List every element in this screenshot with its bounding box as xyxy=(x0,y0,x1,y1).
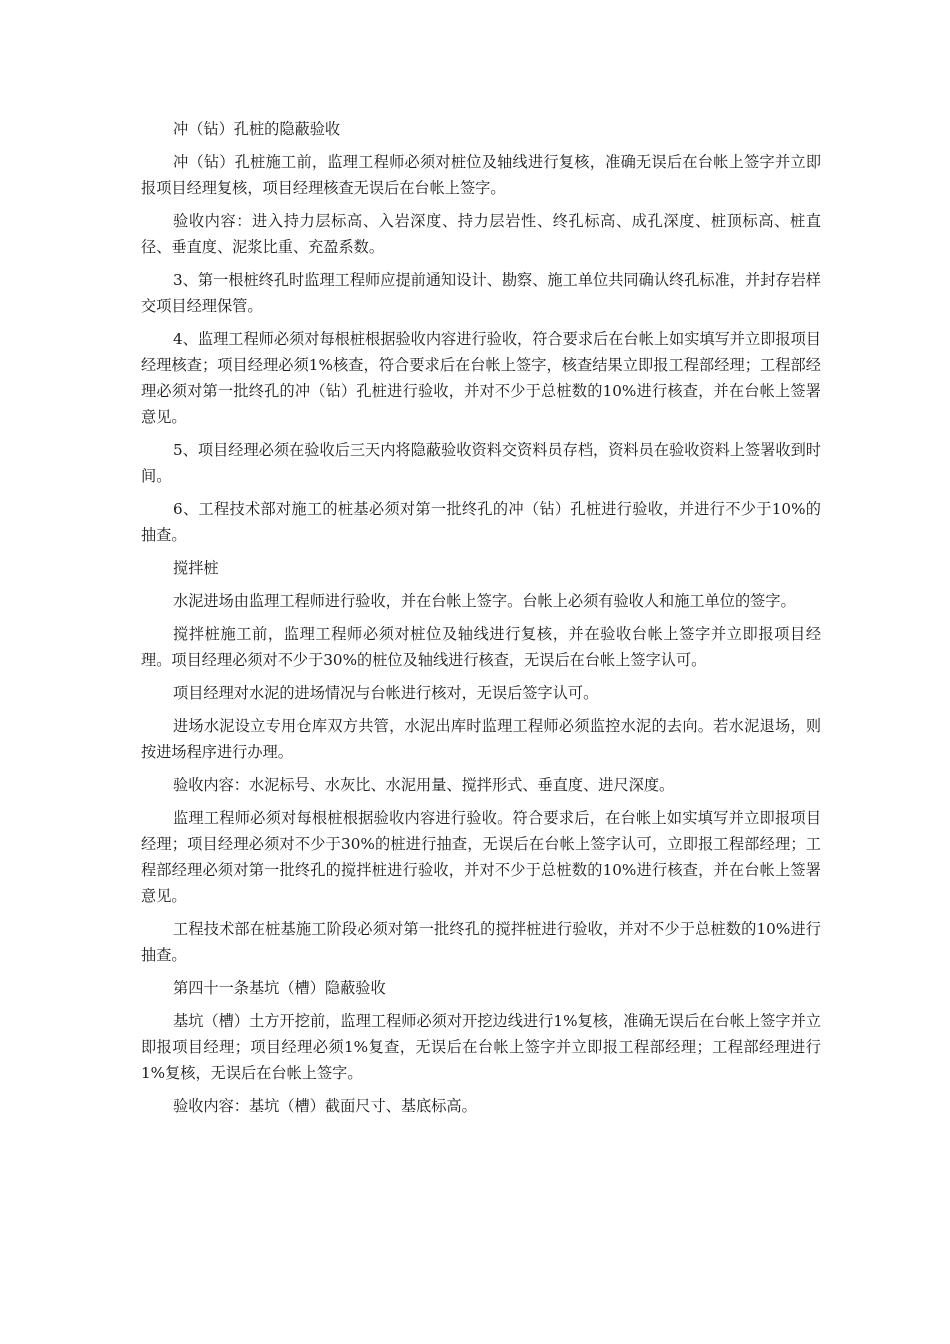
section-heading-mixing-pile: 搅拌桩 xyxy=(173,559,219,577)
paragraph: 3、第一根桩终孔时监理工程师应提前通知设计、勘察、施工单位共同确认终孔标准，并封存岩样交项目经理保管。 xyxy=(141,271,821,315)
paragraph: 工程技术部在桩基施工阶段必须对第一批终孔的搅拌桩进行验收，并对不少于总桩数的10%进行抽查。 xyxy=(141,920,821,964)
paragraph: 基坑（槽）土方开挖前，监理工程师必须对开挖边线进行1%复核，准确无误后在台帐上签字并立即报项目经理；项目经理必须1%复查，无误后在台帐上签字并立即报工程部经理；工程部经理进行1%复核，无误后在台帐上签字。 xyxy=(141,1012,821,1082)
paragraph: 5、项目经理必须在验收后三天内将隐蔽验收资料交资料员存档，资料员在验收资料上签署收到时间。 xyxy=(141,441,821,485)
paragraph: 监理工程师必须对每根桩根据验收内容进行验收。符合要求后，在台帐上如实填写并立即报项目经理；项目经理必须对不少于30%的桩进行抽查，无误后在台帐上签字认可，立即报工程部经理；工程部经理必须对第一批终孔的搅拌桩进行验收，并对不少于总桩数的10%进行核查，并在台帐上签署意见。 xyxy=(141,809,821,905)
paragraph: 验收内容：进入持力层标高、入岩深度、持力层岩性、终孔标高、成孔深度、桩顶标高、桩直径、垂直度、泥浆比重、充盈系数。 xyxy=(141,212,821,256)
paragraph: 4、监理工程师必须对每根桩根据验收内容进行验收，符合要求后在台帐上如实填写并立即报项目经理核查；项目经理必须1%核查，符合要求后在台帐上签字，核查结果立即报工程部经理；工程部经理必须对第一批终孔的冲（钻）孔桩进行验收，并对不少于总桩数的10%进行核查，并在台帐上签署意见。 xyxy=(141,330,821,426)
paragraph: 6、工程技术部对施工的桩基必须对第一批终孔的冲（钻）孔桩进行验收，并进行不少于10%的抽查。 xyxy=(141,500,821,544)
paragraph: 验收内容：水泥标号、水灰比、水泥用量、搅拌形式、垂直度、进尺深度。 xyxy=(173,776,675,794)
paragraph: 冲（钻）孔桩施工前，监理工程师必须对桩位及轴线进行复核，准确无误后在台帐上签字并立即报项目经理复核，项目经理核查无误后在台帐上签字。 xyxy=(141,153,821,197)
paragraph: 搅拌桩施工前，监理工程师必须对桩位及轴线进行复核，并在验收台帐上签字并立即报项目经理。项目经理必须对不少于30%的桩位及轴线进行核查，无误后在台帐上签字认可。 xyxy=(141,625,821,669)
paragraph: 验收内容：基坑（槽）截面尺寸、基底标高。 xyxy=(173,1097,477,1115)
paragraph: 水泥进场由监理工程师进行验收，并在台帐上签字。台帐上必须有验收人和施工单位的签字。 xyxy=(173,592,796,610)
document-body xyxy=(141,116,821,1126)
section-heading-article-41: 第四十一条基坑（槽）隐蔽验收 xyxy=(173,979,386,997)
section-heading-bored-pile: 冲（钻）孔桩的隐蔽验收 xyxy=(173,120,341,138)
paragraph: 进场水泥设立专用仓库双方共管，水泥出库时监理工程师必须监控水泥的去向。若水泥退场，则按进场程序进行办理。 xyxy=(141,717,821,761)
paragraph: 项目经理对水泥的进场情况与台帐进行核对，无误后签字认可。 xyxy=(173,684,599,702)
